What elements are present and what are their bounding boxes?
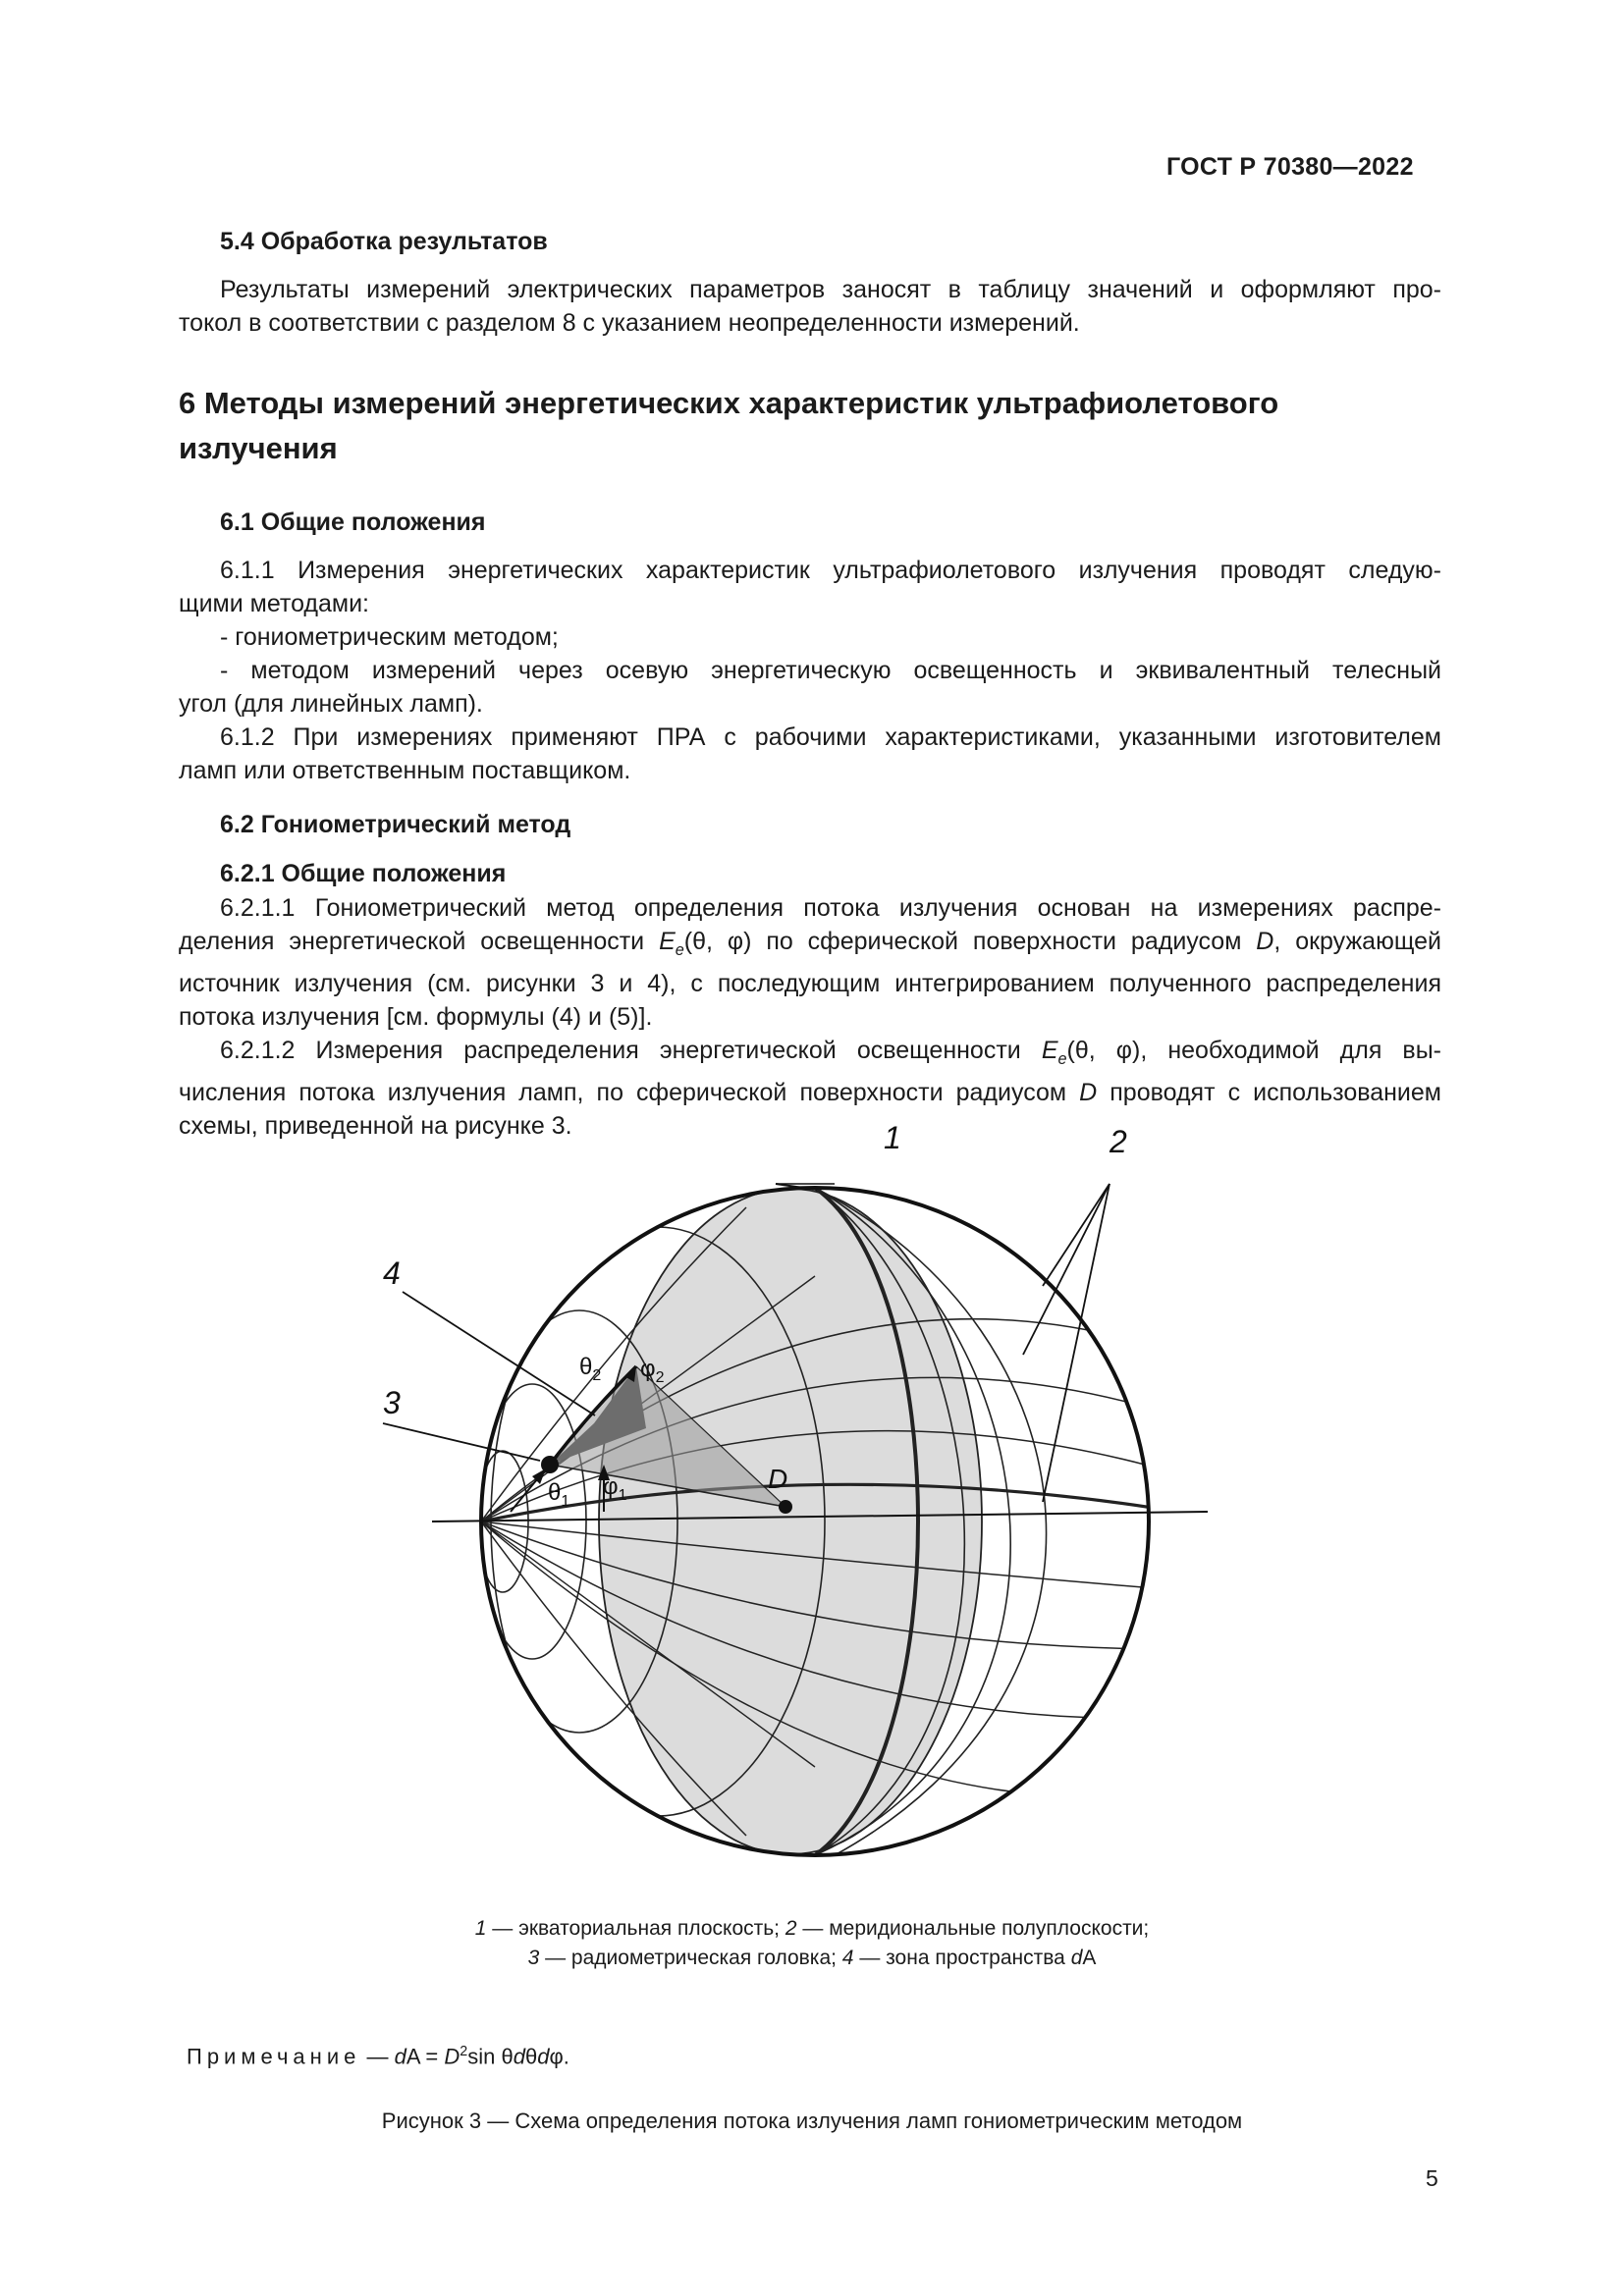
section-6-2-heading: 6.2 Гониометрический метод: [220, 811, 571, 838]
callout-1: 1: [884, 1120, 901, 1155]
section-5-4-heading: 5.4 Обработка результатов: [220, 228, 548, 255]
shaded-meridian-zone: [599, 1189, 982, 1854]
text-line: 6.2.1.1 Гониометрический метод определения потока излучения основан на измерениях распре-: [220, 894, 1441, 922]
text-line: схемы, приведенной на рисунке 3.: [179, 1112, 572, 1140]
figure-note: Примечание — dA = $D^2\sin$ θdθdφ.: [187, 2044, 569, 2069]
standard-number: ГОСТ Р 70380—2022: [1166, 153, 1414, 181]
section-5-4-text: [179, 273, 1441, 340]
legend-line: 3 — радиометрическая головка; 4 — зона пространства dA: [527, 1947, 1097, 1969]
text-line: - гониометрическим методом;: [220, 623, 559, 651]
callout-3: 3: [383, 1385, 401, 1420]
goniometric-sphere-figure: [383, 1099, 1227, 1904]
text-line: 6.1.1 Измерения энергетических характеристик ультрафиолетового излучения проводят следую-: [220, 557, 1441, 584]
phi-2-label: $\varphi_2$: [640, 1356, 665, 1386]
text-line: - методом измерений через осевую энергетическую освещенность и эквивалентный телесный: [220, 657, 1441, 684]
theta-2-label: $\theta_2$: [579, 1354, 602, 1384]
radius-d-label: D: [768, 1464, 788, 1494]
text-line: ламп или ответственным поставщиком.: [179, 757, 631, 784]
leader-line-3: [383, 1423, 540, 1461]
text-line: 6.2.1.2 Измерения распределения энергетической освещенности $E_e(\theta$, φ), необходимой для вы-: [220, 1037, 1441, 1068]
section-6-2-1-heading: 6.2.1 Общие положения: [220, 860, 507, 887]
radiometric-head: [541, 1456, 559, 1473]
section-6-1-heading: 6.1 Общие положения: [220, 508, 486, 536]
section-6-1-text: [179, 554, 1441, 787]
text-line: 6.1.2 При измерениях применяют ПРА с рабочими характеристиками, указанными изготовителем: [220, 723, 1441, 751]
text-line: деления энергетической освещенности $E_e(\theta$, φ) по сферической поверхности радиусом D, окружающей: [179, 928, 1441, 959]
figure-legend: [295, 1914, 1329, 1973]
text-line: Результаты измерений электрических параметров заносят в таблицу значений и оформляют про-: [220, 276, 1441, 303]
callout-4: 4: [383, 1255, 401, 1291]
phi-1-label: $\varphi_1$: [603, 1473, 627, 1504]
text-line: токол в соответствии с разделом 8 с указанием неопределенности измерений.: [179, 309, 1080, 337]
text-line: потока излучения [см. формулы (4) и (5)].: [179, 1003, 653, 1031]
callout-2: 2: [1110, 1124, 1127, 1159]
section-6-title-line: излучения: [179, 431, 338, 465]
light-source-center: [779, 1500, 792, 1514]
text-line: щими методами:: [179, 590, 370, 617]
legend-line: 1 — экваториальная плоскость; 2 — меридиональные полуплоскости;: [474, 1917, 1150, 1940]
text-line: источник излучения (см. рисунки 3 и 4), с последующим интегрированием полученного распределения: [179, 970, 1441, 997]
theta-1-label: $\theta_1$: [548, 1479, 570, 1510]
section-6-title: [179, 381, 1455, 471]
figure-caption: Рисунок 3 — Схема определения потока излучения ламп гониометрическим методом: [381, 2109, 1243, 2133]
text-line: числения потока излучения ламп, по сферической поверхности радиусом D проводят с использованием: [179, 1079, 1441, 1106]
note-label: Примечание: [187, 2044, 361, 2069]
leader-line-4: [403, 1292, 595, 1415]
section-6-title-line: 6 Методы измерений энергетических характеристик ультрафиолетового: [179, 386, 1279, 420]
page-number: 5: [1426, 2165, 1438, 2191]
text-line: угол (для линейных ламп).: [179, 690, 483, 718]
